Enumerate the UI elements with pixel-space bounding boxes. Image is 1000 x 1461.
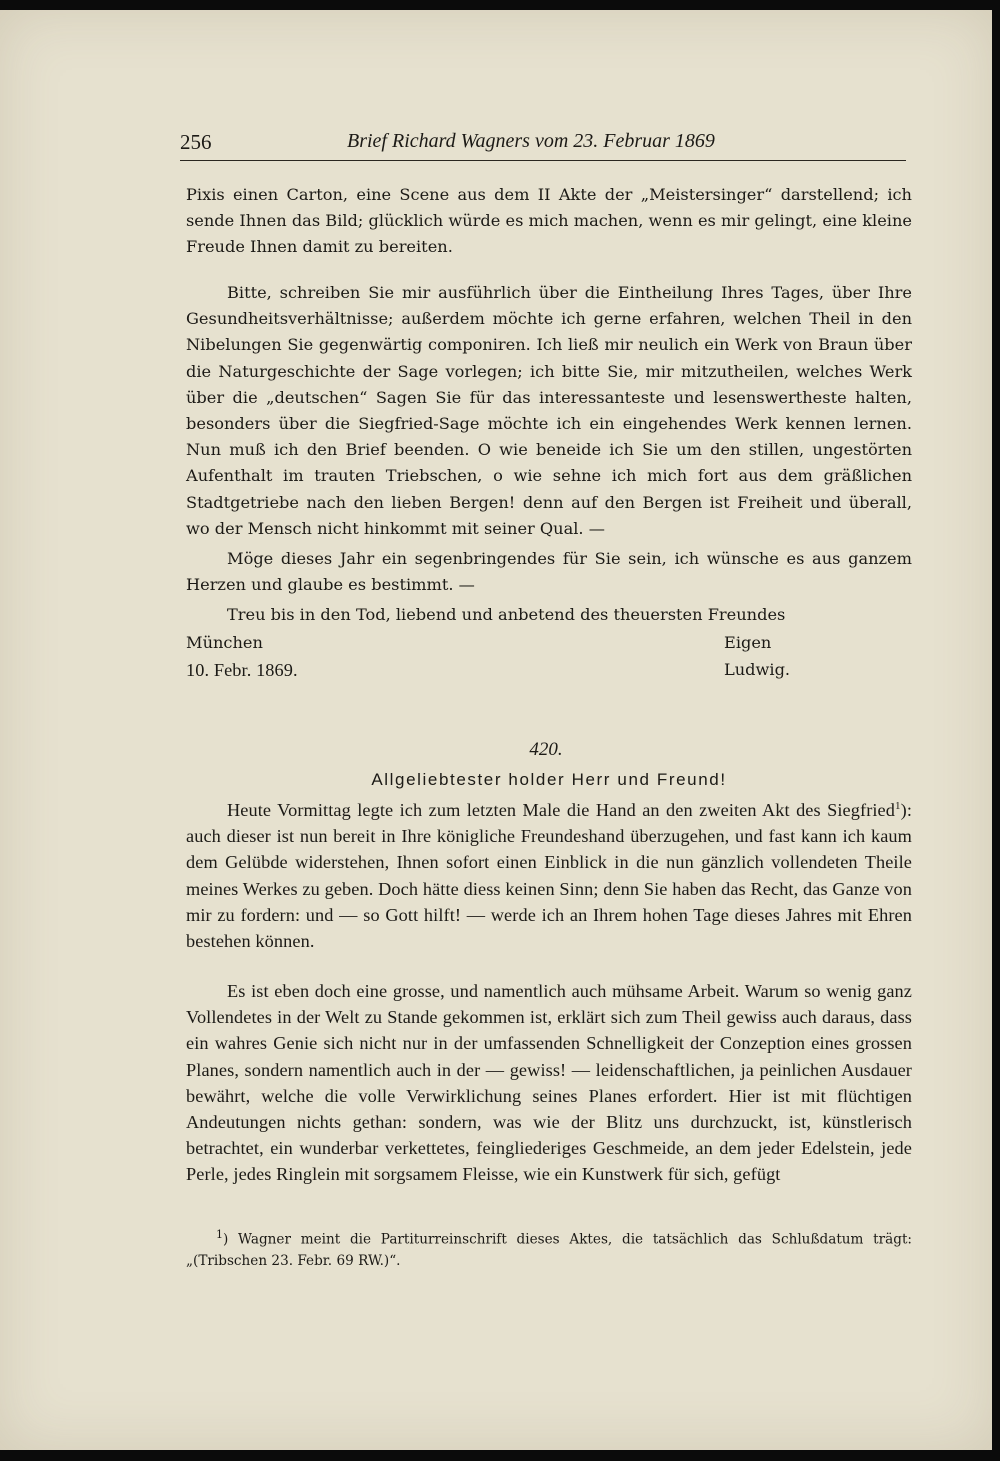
letter-419-paragraph-2: Bitte, schreiben Sie mir ausführlich über die Eintheilung Ihres Tages, über Ihre Gesundheitsverhältnisse; außerdem möchte ich gerne erfahren, welchen Theil in den Nibelungen Sie gegenwärtig componiren. Ich ließ mir neulich ein Werk von Braun über die Naturgeschichte der Sage vorlegen; ich bitte Sie, mir mitzutheilen, welches Werk über die „deutschen“ Sagen Sie für das interessanteste und lesenswertheste halten, besonders über die Siegfried-Sage möchte ich ein eingehendes Werk kennen lernen. Nun muß ich den Brief beenden. O wie beneide ich Sie um den stillen, ungestörten Aufenthalt im trauten Triebschen, o wie sehne ich mich fort aus dem gräßlichen Stadtgetriebe nach den lieben Bergen! denn auf den Bergen ist Freiheit und überall, wo der Mensch nicht hinkommt mit seiner Qual. — <box>186 283 912 538</box>
footnote-reference: 1 <box>895 799 901 812</box>
letter-place: München <box>186 633 263 652</box>
running-title: Brief Richard Wagners vom 23. Februar 1869 <box>347 130 715 152</box>
book-page <box>0 10 992 1450</box>
paragraph-1-text-a: Heute Vormittag legte ich zum letzten Male die Hand an den zweiten Akt des Siegfried <box>227 800 896 820</box>
letter-419-paragraph-1: Pixis einen Carton, eine Scene aus dem II Akte der „Meistersinger“ darstellend; ich sende Ihnen das Bild; glücklich würde es mich machen, wenn es mir gelingt, eine kleine Freude Ihnen damit zu bereiten. <box>186 185 912 257</box>
paragraph-1-text-b: ): auch dieser ist nun bereit in Ihre königliche Freundeshand überzugehen, und fast kann ich kaum dem Gelübde widerstehen, Ihnen sofort einen Einblick in die nun gänzlich vollendeten Theile meines Werkes zu geben. Doch hätte diess keinen Sinn; denn Sie haben das Recht, das Ganze von mir zu fordern: und — so Gott hilft! — werde ich an Ihrem hohen Tage dieses Jahres mit Ehren bestehen können. <box>186 800 912 952</box>
letter-419-paragraph-4: Treu bis in den Tod, liebend und anbetend des theuersten Freundes <box>227 605 786 624</box>
letter-date: 10. Febr. 1869. <box>186 660 298 680</box>
footnote <box>186 1224 912 1272</box>
salutation: Allgeliebtester holder Herr und Freund! <box>371 770 727 789</box>
footnote-marker: 1 <box>216 1228 223 1241</box>
letter-419-paragraph-3: Möge dieses Jahr ein segenbringendes für Sie sein, ich wünsche es aus ganzem Herzen und glaube es bestimmt. — <box>186 549 912 595</box>
letter-number: 420. <box>529 739 563 760</box>
closing-line-1: Eigen <box>724 633 772 652</box>
letter-420-paragraph-2: Es ist eben doch eine grosse, und namentlich auch mühsame Arbeit. Warum so wenig ganz Vollendetes in der Welt zu Stande gekommen ist, erklärt sich zum Theil gewiss auch daraus, dass ein wahres Genie sich nicht nur in der umfassenden Schnelligkeit der Conzeption eines grossen Planes, sondern namentlich auch in der — gewiss! — leidenschaftlichen, ja peinlichen Ausdauer bewährt, welche die volle Verwirklichung seines Planes erfordert. Hier ist mit flüchtigen Andeutungen nichts gethan: sondern, was wie der Blitz uns durchzuckt, ist, künstlerisch betrachtet, ein wunderbar verkettetes, feingliederiges Geschmeide, an dem jeder Edelstein, jede Perle, jedes Ringlein mit sorgsamem Fleisse, wie ein Kunstwerk für sich, gefügt <box>186 981 912 1185</box>
footnote-text: ) Wagner meint die Partiturreinschrift dieses Aktes, die tatsächlich das Schlußdatum trägt: „(Tribschen 23. Febr. 69 RW.)“. <box>186 1231 912 1269</box>
page-number: 256 <box>180 130 212 154</box>
page-header <box>180 128 906 161</box>
letter-420-paragraph-1 <box>186 797 912 954</box>
closing-line-2: Ludwig. <box>724 660 791 679</box>
